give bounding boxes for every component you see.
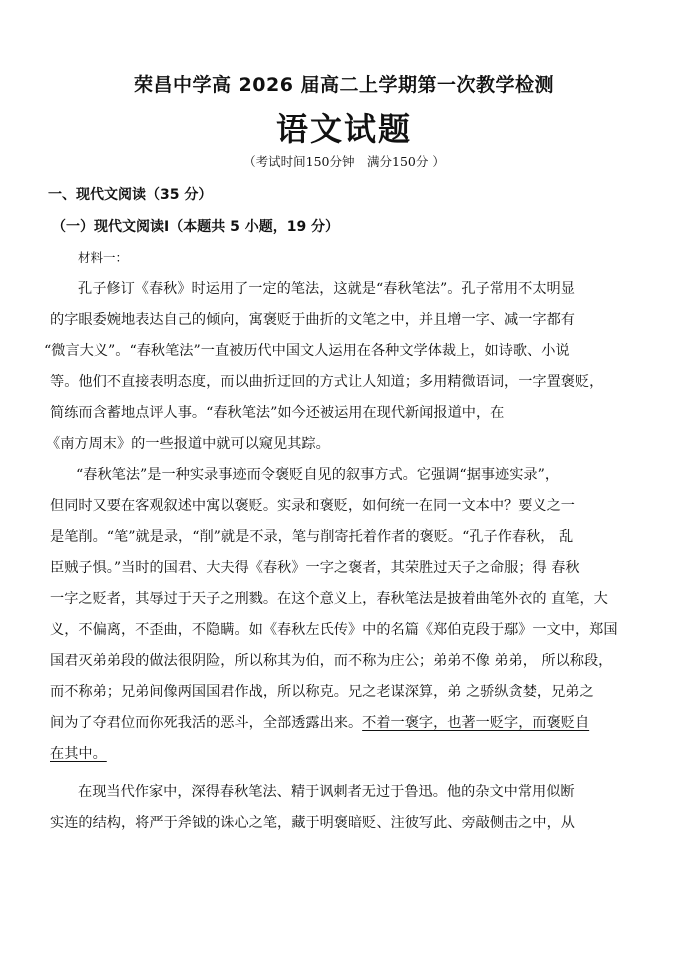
text-line — [50, 744, 107, 764]
text-segment: 间为了夺君位而你死我活的恶斗，全部透露出来。 — [50, 715, 363, 731]
text-line: 简练而含蓄地点评人事。“春秋笔法”如今还被运用在现代新闻报道中，在 — [50, 405, 505, 421]
text-line: “微言大义”。“春秋笔法”一直被历代中国文人运用在各种文学体裁上，如诗歌、小说 — [44, 343, 570, 359]
text-line: 在现当代作家中，深得春秋笔法、精于讽刺者无过于鲁迅。他的杂文中常用似断 — [78, 784, 575, 800]
underlined-sentence: 不着一褒字，也著一贬字，而褒贬自 — [362, 715, 590, 731]
text-line: 国君灭弟弟段的做法很阴险，所以称其为伯，而不称为庄公；弟弟不像 弟弟， 所以称段， — [50, 653, 613, 669]
text-line: “春秋笔法”是一种实录事迹而令褒贬自见的叙事方式。它强调“据事迹实录”， — [76, 467, 560, 483]
exam-info: （考试时间150分钟 满分150分 ） — [243, 154, 445, 169]
text-line — [50, 713, 589, 733]
subject-title: 语文试题 — [275, 110, 412, 148]
text-line: 实连的结构，将严于斧钺的诛心之笔，藏于明褒暗贬、注彼写此、旁敲侧击之中，从 — [50, 815, 575, 831]
text-line: 等。他们不直接表明态度，而以曲折迂回的方式让人知道；多用精微语词，一字置褒贬， — [50, 374, 604, 390]
text-line: 而不称弟；兄弟间像两国国君作战，所以称克。兄之老谋深算，弟 之骄纵贪婪，兄弟之 — [50, 684, 594, 700]
text-line: 《南方周末》的一些报道中就可以窥见其踪。 — [46, 436, 330, 452]
text-line: 一字之贬者，其辱过于天子之刑戮。在这个意义上，春秋笔法是披着曲笔外衣的 直笔，大 — [50, 591, 608, 607]
underlined-sentence-end: 在其中。 — [50, 746, 107, 762]
section-heading-2: （一）现代文阅读Ⅰ（本题共 5 小题，19 分） — [52, 219, 340, 235]
exam-title: 荣昌中学高 2026 届高二上学期第一次教学检测 — [133, 74, 555, 96]
text-line: 但同时又要在客观叙述中寓以褒贬。实录和褒贬，如何统一在同一文本中？要义之一 — [50, 498, 575, 514]
text-line: 义，不偏离，不歪曲，不隐瞒。如《春秋左氏传》中的名篇《郑伯克段于鄢》一文中，郑国 — [50, 622, 618, 638]
text-line: 的字眼委婉地表达自己的倾向，寓褒贬于曲折的文笔之中，并且增一字、减一字都有 — [50, 312, 575, 328]
text-line: 孔子修订《春秋》时运用了一定的笔法，这就是“春秋笔法”。孔子常用不太明显 — [78, 281, 575, 297]
text-line: 臣贼子惧。”当时的国君、大夫得《春秋》一字之褒者，其荣胜过天子之命服；得 春秋 — [50, 560, 580, 576]
material-label: 材料一： — [78, 250, 129, 265]
text-line: 是笔削。“笔”就是录，“削”就是不录，笔与削寄托着作者的褒贬。“孔子作春秋， 乱 — [50, 529, 574, 545]
section-heading-1: 一、现代文阅读（35 分） — [48, 187, 213, 203]
